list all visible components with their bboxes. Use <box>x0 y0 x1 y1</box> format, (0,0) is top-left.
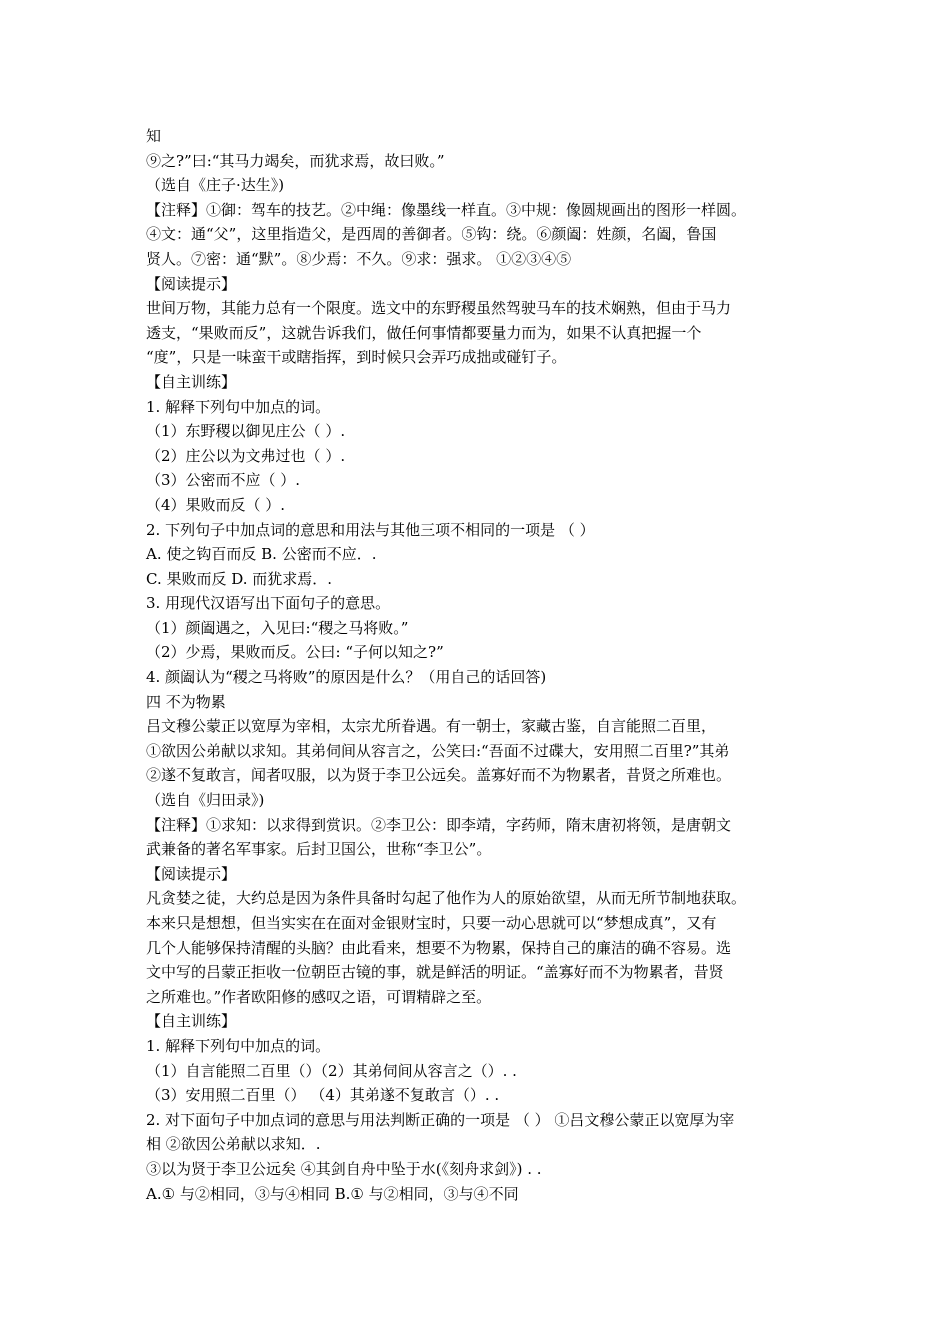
text-line: 几个人能够保持清醒的头脑？由此看来，想要不为物累，保持自己的廉洁的确不容易。选 <box>146 938 732 957</box>
text-line: ④文：通“父”，这里指造父，是西周的善御者。⑤钩：绕。⑥颜阖：姓颜，名阖，鲁国 <box>146 225 717 244</box>
text-line: （选自《庄子·达生》) <box>146 176 285 195</box>
question-line: （2）庄公以为文弗过也（ ）. <box>146 446 346 465</box>
text-line: 贤人。⑦密：通“默”。⑧少焉：不久。⑨求：强求。 ①②③④⑤ <box>146 249 572 268</box>
question-line: （3）公密而不应（ ）. <box>146 471 301 490</box>
text-line: 【注释】①御：驾车的技艺。②中绳：像墨线一样直。③中规：像圆规画出的图形一样圆。 <box>146 200 747 219</box>
section-heading: 【阅读提示】 <box>146 864 237 883</box>
question-line: （1）自言能照二百里（）（2）其弟伺间从容言之（）. . <box>146 1061 517 1080</box>
text-line: 之所难也。”作者欧阳修的感叹之语，可谓精辟之至。 <box>146 987 492 1006</box>
text-line: ②遂不复敢言，闻者叹服，以为贤于李卫公远矣。盖寡好而不为物累者，昔贤之所难也。 <box>146 766 732 785</box>
text-line: “度”，只是一味蛮干或瞎指挥，到时候只会弄巧成拙或碰钉子。 <box>146 348 567 367</box>
text-line: 凡贪婪之徒，大约总是因为条件具备时勾起了他作为人的原始欲望，从而无所节制地获取。 <box>146 889 747 908</box>
section-heading: 【自主训练】 <box>146 372 237 391</box>
text-line: 吕文穆公蒙正以宽厚为宰相，太宗尤所眷遇。有一朝士，家藏古鉴，自言能照二百里， <box>146 717 717 736</box>
text-line: 武兼备的著名军事家。后封卫国公，世称“李卫公”。 <box>146 840 492 859</box>
question-line: 相 ②欲因公弟献以求知．. <box>146 1135 321 1154</box>
question-line: （3）安用照二百里（） （4）其弟遂不复敢言（）. . <box>146 1086 500 1105</box>
section-title: 四 不为物累 <box>146 692 226 711</box>
text-line: （选自《归田录》) <box>146 791 265 810</box>
section-heading: 【自主训练】 <box>146 1012 237 1031</box>
question-line: 2. 下列句子中加点词的意思和用法与其他三项不相同的一项是 （ ） <box>146 520 595 539</box>
question-line: A.① 与②相同，③与④相同 B.① 与②相同，③与④不同 <box>146 1184 519 1203</box>
question-line: C. 果败而反 D. 而犹求焉．. <box>146 569 333 588</box>
text-line: 透支，“果败而反”，这就告诉我们，做任何事情都要量力而为，如果不认真把握一个 <box>146 323 702 342</box>
question-line: 4. 颜阖认为“稷之马将败”的原因是什么？（用自己的话回答) <box>146 668 547 687</box>
text-line: ①欲因公弟献以求知。其弟伺间从容言之，公笑曰:“吾面不过碟大，安用照二百里?”其弟 <box>146 741 730 760</box>
question-line: （2）少焉，果败而反。公曰: “子何以知之?” <box>146 643 444 662</box>
text-line: 世间万物，其能力总有一个限度。选文中的东野稷虽然驾驶马车的技术娴熟，但由于马力 <box>146 299 732 318</box>
question-line: （1）东野稷以御见庄公（ ）. <box>146 422 346 441</box>
text-line: 本来只是想想，但当实实在在面对金银财宝时，只要一动心思就可以“梦想成真”，又有 <box>146 914 717 932</box>
question-line: ③以为贤于李卫公远矣 ④其剑自舟中坠于水(《刻舟求剑》) . . <box>146 1159 542 1178</box>
text-line: 文中写的吕蒙正拒收一位朝臣古镜的事，就是鲜活的明证。“盖寡好而不为物累者，昔贤 <box>146 963 724 982</box>
question-line: （1）颜阖遇之，入见曰:“稷之马将败。” <box>146 618 409 637</box>
text-line: ⑨之?”曰:“其马力竭矣，而犹求焉，故曰败。” <box>146 151 445 170</box>
question-line: 2. 对下面句子中加点词的意思与用法判断正确的一项是 （ ） ①吕文穆公蒙正以宽厚为宰 <box>146 1110 735 1129</box>
question-line: A. 使之钩百而反 B. 公密而不应．. <box>146 545 377 564</box>
section-heading: 【阅读提示】 <box>146 274 237 293</box>
text-line: 知 <box>146 127 162 145</box>
question-line: 3. 用现代汉语写出下面句子的意思。 <box>146 594 391 613</box>
document-page <box>146 124 826 1206</box>
text-line: 【注释】①求知：以求得到赏识。②李卫公：即李靖，字药师，隋末唐初将领，是唐朝文 <box>146 815 732 834</box>
question-line: （4）果败而反（ ）. <box>146 495 286 514</box>
question-line: 1. 解释下列句中加点的词。 <box>146 1036 331 1055</box>
question-line: 1. 解释下列句中加点的词。 <box>146 397 331 416</box>
